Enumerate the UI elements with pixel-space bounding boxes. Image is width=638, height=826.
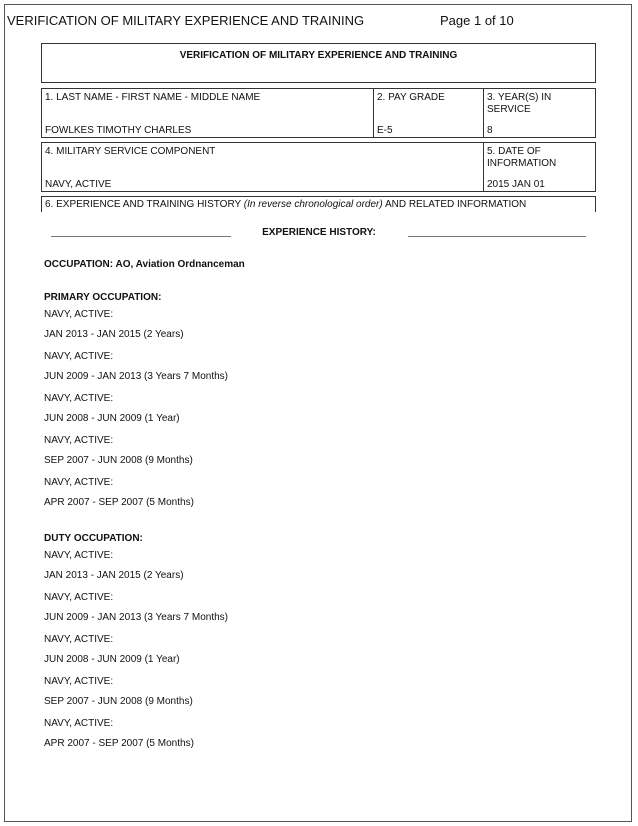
- entry-component: NAVY, ACTIVE:: [44, 634, 114, 645]
- duty-occupation-heading: DUTY OCCUPATION:: [44, 533, 143, 544]
- experience-history-heading: EXPERIENCE HISTORY:: [262, 227, 376, 238]
- page-header-title: VERIFICATION OF MILITARY EXPERIENCE AND TRAINING: [7, 13, 365, 28]
- entry-component: NAVY, ACTIVE:: [44, 592, 114, 603]
- entry-component: NAVY, ACTIVE:: [44, 393, 114, 404]
- date-label-line-2: INFORMATION: [487, 158, 557, 169]
- entry-component: NAVY, ACTIVE:: [44, 477, 114, 488]
- history-row: [41, 196, 596, 212]
- years-label-line-2: SERVICE: [487, 104, 531, 115]
- date-label: [487, 146, 556, 170]
- heading-rule-right: [408, 236, 586, 237]
- history-label: [45, 199, 526, 211]
- occupation-title: OCCUPATION: AO, Aviation Ordnanceman: [44, 259, 245, 270]
- years-value: 8: [487, 125, 493, 136]
- identity-row: [41, 88, 596, 138]
- name-value: FOWLKES TIMOTHY CHARLES: [45, 125, 192, 136]
- component-cell: [42, 143, 484, 191]
- entry-component: NAVY, ACTIVE:: [44, 550, 114, 561]
- form-title: VERIFICATION OF MILITARY EXPERIENCE AND TRAINING: [179, 50, 458, 61]
- date-value: 2015 JAN 01: [487, 179, 545, 190]
- date-cell: [484, 143, 595, 191]
- years-cell: [484, 89, 595, 137]
- entry-period: JUN 2009 - JAN 2013 (3 Years 7 Months): [44, 371, 228, 382]
- entry-period: JUN 2008 - JUN 2009 (1 Year): [44, 654, 180, 665]
- entry-period: APR 2007 - SEP 2007 (5 Months): [44, 497, 194, 508]
- history-label-end: AND RELATED INFORMATION: [382, 199, 527, 210]
- paygrade-label: 2. PAY GRADE: [377, 92, 445, 103]
- paygrade-cell: [374, 89, 484, 137]
- entry-component: NAVY, ACTIVE:: [44, 351, 114, 362]
- primary-occupation-heading: PRIMARY OCCUPATION:: [44, 292, 162, 303]
- entry-period: APR 2007 - SEP 2007 (5 Months): [44, 738, 194, 749]
- entry-period: SEP 2007 - JUN 2008 (9 Months): [44, 455, 193, 466]
- component-label: 4. MILITARY SERVICE COMPONENT: [45, 146, 216, 157]
- component-value: NAVY, ACTIVE: [45, 179, 112, 190]
- years-label: [487, 92, 551, 116]
- history-label-italic: (In reverse chronological order): [243, 199, 383, 210]
- name-cell: [42, 89, 374, 137]
- entry-period: JUN 2008 - JUN 2009 (1 Year): [44, 413, 180, 424]
- entry-component: NAVY, ACTIVE:: [44, 309, 114, 320]
- entry-component: NAVY, ACTIVE:: [44, 718, 114, 729]
- entry-period: JAN 2013 - JAN 2015 (2 Years): [44, 329, 184, 340]
- entry-period: SEP 2007 - JUN 2008 (9 Months): [44, 696, 193, 707]
- paygrade-value: E-5: [377, 125, 393, 136]
- entry-component: NAVY, ACTIVE:: [44, 435, 114, 446]
- component-row: [41, 142, 596, 192]
- entry-period: JUN 2009 - JAN 2013 (3 Years 7 Months): [44, 612, 228, 623]
- form-title-box: [41, 43, 596, 83]
- name-label: 1. LAST NAME - FIRST NAME - MIDDLE NAME: [45, 92, 261, 103]
- entry-period: JAN 2013 - JAN 2015 (2 Years): [44, 570, 184, 581]
- entry-component: NAVY, ACTIVE:: [44, 676, 114, 687]
- page-number: Page 1 of 10: [440, 13, 514, 28]
- date-label-line-1: 5. DATE OF: [487, 146, 541, 157]
- history-label-main: 6. EXPERIENCE AND TRAINING HISTORY: [45, 199, 244, 210]
- years-label-line-1: 3. YEAR(S) IN: [487, 92, 552, 103]
